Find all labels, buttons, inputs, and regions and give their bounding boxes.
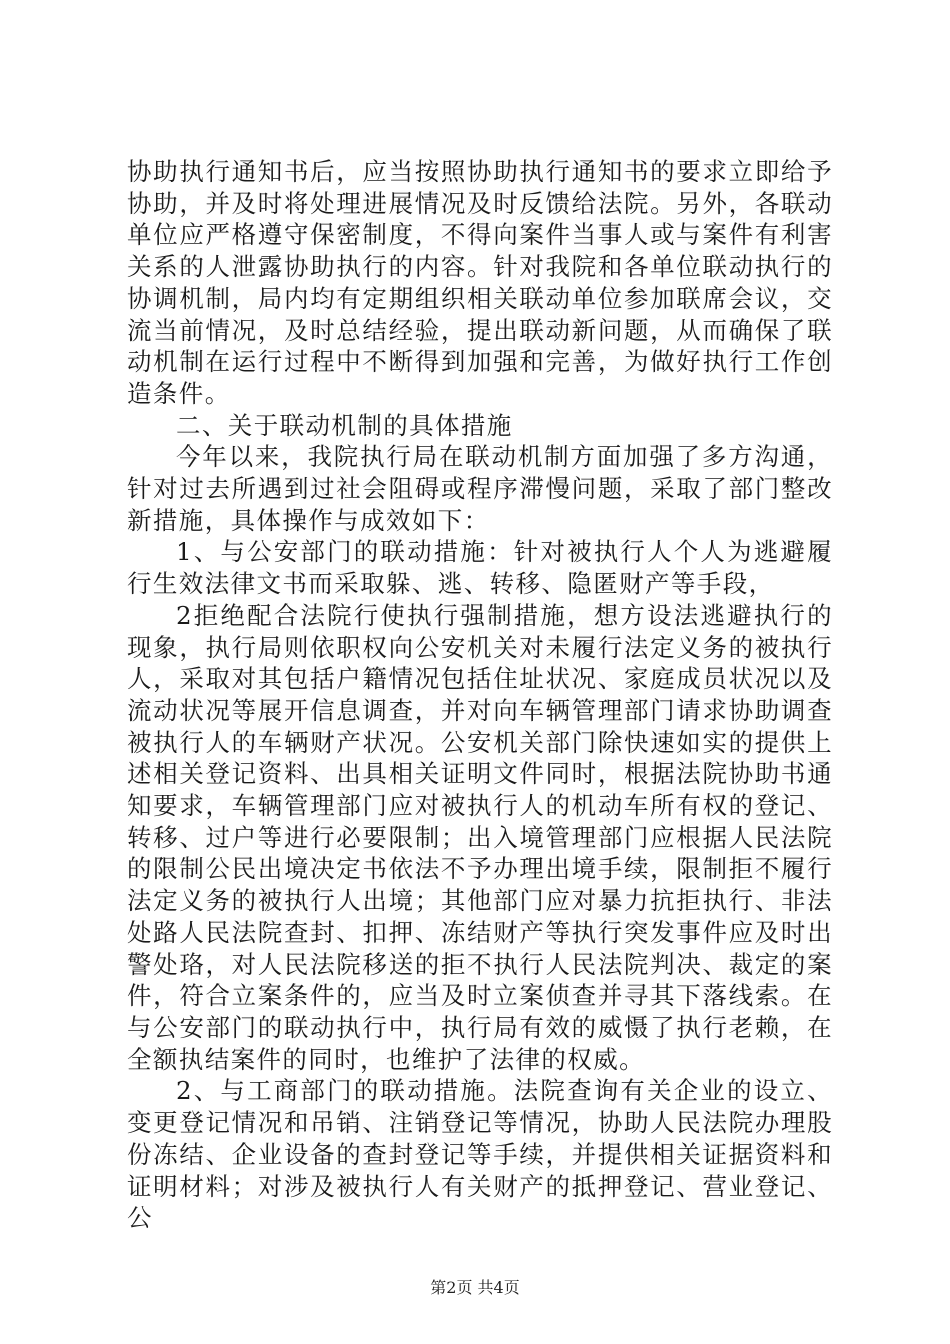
paragraph-commerce-measures: 2、与工商部门的联动措施。法院查询有关企业的设立、变更登记情况和吊销、注销登记等情况，协助人民法院办理股份冻结、企业设备的查封登记等手续，并提供相关证据资料和证明材料；对涉及被执行人有关财产的抵押登记、营业登记、公: [127, 1076, 833, 1233]
document-body: [127, 156, 833, 1234]
paragraph-police-details: 2拒绝配合法院行使执行强制措施，想方设法逃避执行的现象，执行局则依职权向公安机关对未履行法定义务的被执行人，采取对其包括户籍情况包括住址状况、家庭成员状况以及流动状况等展开信息调查，并对向车辆管理部门请求协助调查被执行人的车辆财产状况。公安机关部门除快速如实的提供上述相关登记资料、出具相关证明文件同时，根据法院协助书通知要求，车辆管理部门应对被执行人的机动车所有权的登记、转移、过户等进行必要限制；出入境管理部门应根据人民法院的限制公民出境决定书依法不予办理出境手续，限制拒不履行法定义务的被执行人出境；其他部门应对暴力抗拒执行、非法处路人民法院查封、扣押、冻结财产等执行突发事件应及时出警处珞，对人民法院移送的拒不执行人民法院判决、裁定的案件，符合立案条件的，应当及时立案侦查并寻其下落线索。在与公安部门的联动执行中，执行局有效的威慑了执行老赖，在全额执结案件的同时，也维护了法律的权威。: [127, 600, 833, 1074]
paragraph-police-measures: 1、与公安部门的联动措施：针对被执行人个人为逃避履行生效法律文书而采取躲、逃、转移、隐匿财产等手段，: [127, 537, 833, 599]
section-heading: 二、关于联动机制的具体措施: [176, 410, 513, 440]
page-number-footer: 第2页 共4页: [430, 1278, 520, 1297]
paragraph-intro: 今年以来，我院执行局在联动机制方面加强了多方沟通，针对过去所遇到过社会阻碍或程序滞慢问题，采取了部门整改新措施，具体操作与成效如下：: [127, 442, 833, 535]
paragraph-continuation: 协助执行通知书后，应当按照协助执行通知书的要求立即给予协助，并及时将处理进展情况及时反馈给法院。另外，各联动单位应严格遵守保密制度，不得向案件当事人或与案件有利害关系的人泄露协助执行的内容。针对我院和各单位联动执行的协调机制，局内均有定期组织相关联动单位参加联席会议，交流当前情况，及时总结经验，提出联动新问题，从而确保了联动机制在运行过程中不断得到加强和完善，为做好执行工作创造条件。: [127, 157, 833, 408]
